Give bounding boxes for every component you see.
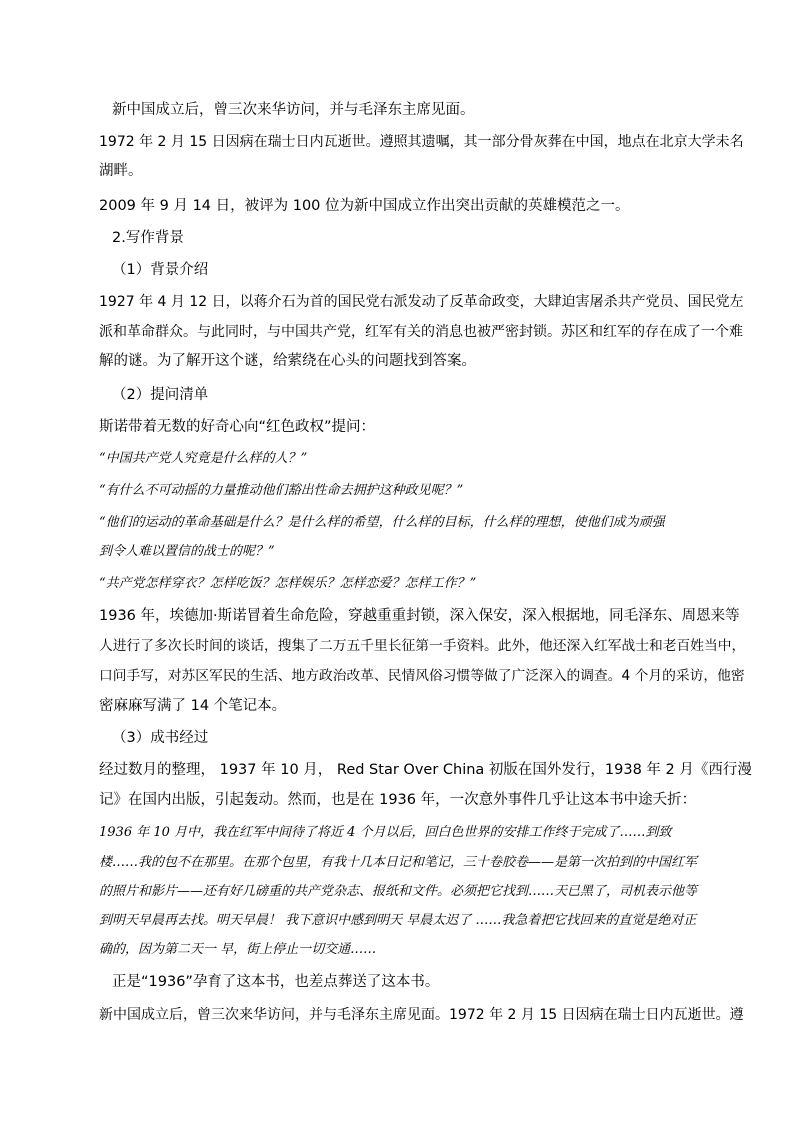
quote-question-1: “中国共产党人究竟是什么样的人？” bbox=[99, 451, 308, 466]
quote-question-2: “有什么不可动摇的力量推动他们豁出性命去拥护这种政见呢？” bbox=[99, 483, 464, 498]
paragraph-1936-line4: 密麻麻写满了 14 个笔记本。 bbox=[99, 698, 287, 714]
paragraph-honor: 2009 年 9 月 14 日，被评为 100 位为新中国成立作出突出贡献的英雄模范之一。 bbox=[99, 198, 630, 214]
subheading-introduction: （1）背景介绍 bbox=[112, 262, 209, 278]
paragraph-repeat-visits: 新中国成立后，曾三次来华访问，并与毛泽东主席见面。1972 年 2 月 15 日因病在瑞士日内瓦逝世。遵 bbox=[99, 1007, 744, 1023]
paragraph-publication-line1: 经过数月的整理， 1937 年 10 月， Red Star Over China 初版在国外发行，1938 年 2 月《西行漫 bbox=[99, 762, 752, 778]
paragraph-1936-summary: 正是“1936”孕育了这本书，也差点葬送了这本书。 bbox=[112, 974, 440, 990]
paragraph-death-line2: 湖畔。 bbox=[99, 163, 143, 179]
quote-incident-line2: 楼……我的包不在那里。在那个包里，有我十几本日记和笔记，三十卷胶卷——是第一次拍到的中国红军 bbox=[99, 855, 698, 870]
quote-incident-line4: 到明天早晨再去找。明天早晨！ 我下意识中感到明天 早晨太迟了 ……我急着把它找回来的直觉是绝对正 bbox=[99, 913, 697, 928]
paragraph-death-line1: 1972 年 2 月 15 日因病在瑞士日内瓦逝世。遵照其遗嘱，其一部分骨灰葬在中国，地点在北京大学未名 bbox=[99, 134, 744, 150]
quote-incident-line3: 的照片和影片——还有好几磅重的共产党杂志、报纸和文件。必须把它找到……天已黑了，司机表示他等 bbox=[99, 884, 698, 899]
quote-question-3-line2: 到令人难以置信的战士的呢？” bbox=[99, 544, 275, 559]
subheading-writing-process: （3）成书经过 bbox=[112, 730, 209, 746]
paragraph-1936-line1: 1936 年，埃德加·斯诺冒着生命危险，穿越重重封锁，深入保安，深入根据地，同毛泽东、周恩来等 bbox=[99, 608, 740, 624]
paragraph-1927-line1: 1927 年 4 月 12 日，以蒋介石为首的国民党右派发动了反革命政变，大肆迫害屠杀共产党员、国民党左 bbox=[99, 294, 744, 310]
quote-question-3-line1: “他们的运动的革命基础是什么？是什么样的希望，什么样的目标，什么样的理想，使他们成为顽强 bbox=[99, 515, 665, 530]
paragraph-1927-line3: 解的谜。为了解开这个谜，给萦绕在心头的问题找到答案。 bbox=[99, 353, 476, 369]
paragraph-1936-line2: 人进行了多次长时间的谈话，搜集了二万五千里长征第一手资料。此外，他还深入红军战士和老百姓当中， bbox=[99, 638, 746, 654]
subheading-questions: （2）提问清单 bbox=[112, 387, 209, 403]
quote-incident-line1: 1936 年 10 月中，我在红军中间待了将近 4 个月以后，回白色世界的安排工作终于完成了……到致 bbox=[99, 825, 672, 840]
quote-incident-line5: 确的，因为第二天一 早，街上停止一切交通…… bbox=[99, 942, 377, 957]
paragraph-snow-asks: 斯诺带着无数的好奇心向“红色政权”提问： bbox=[99, 419, 376, 435]
paragraph-publication-line2: 记》在国内出版，引起轰动。然而，也是在 1936 年，一次意外事件几乎让这本书中途夭折： bbox=[99, 792, 697, 808]
paragraph-1927-line2: 派和革命群众。与此同时，与中国共产党，红军有关的消息也被严密封锁。苏区和红军的存在成了一个难 bbox=[99, 324, 743, 340]
section-heading-background: 2.写作背景 bbox=[112, 230, 184, 246]
paragraph-1936-line3: 口问手写，对苏区军民的生活、地方政治改革、民情风俗习惯等做了广泛深入的调查。4 个月的采访，他密 bbox=[99, 668, 745, 684]
quote-question-4: “共产党怎样穿衣？怎样吃饭？怎样娱乐？怎样恋爱？怎样工作？” bbox=[99, 576, 477, 591]
paragraph-visits: 新中国成立后，曾三次来华访问，并与毛泽东主席见面。 bbox=[112, 102, 475, 118]
